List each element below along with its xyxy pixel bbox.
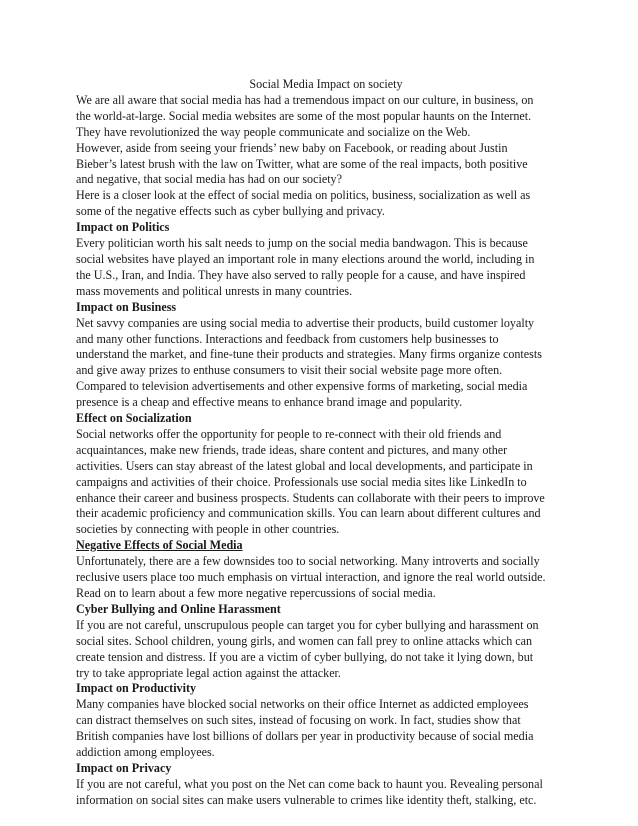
section-privacy xyxy=(76,761,562,809)
text-line: understand the market, and fine-tune their products and strategies. Many firms organize contests xyxy=(76,347,542,362)
text-line: Many companies have blocked social networks on their office Internet as addicted employees xyxy=(76,697,529,712)
section-heading: Effect on Socialization xyxy=(76,411,192,426)
intro-paragraph xyxy=(76,93,562,220)
text-line: and give away prizes to enthuse consumers to visit their social website page more often. xyxy=(76,363,503,378)
text-line: societies by connecting with people in other countries. xyxy=(76,522,340,537)
section-heading-text: Negative Effects of Social Media xyxy=(76,538,243,553)
text-line: some of the negative effects such as cyber bullying and privacy. xyxy=(76,204,385,219)
text-line: Bieber’s latest brush with the law on Twitter, what are some of the real impacts, both positive xyxy=(76,156,528,171)
text-line: They have revolutionized the way people communicate and socialize on the Web. xyxy=(76,124,471,139)
text-line: can distract themselves on such sites, instead of focusing on work. In fact, studies show that xyxy=(76,713,521,728)
text-line: If you are not careful, unscrupulous people can target you for cyber bullying and harassment on xyxy=(76,617,539,632)
text-line: their academic proficiency and communication skills. You can learn about different cultures and xyxy=(76,506,541,521)
text-line: try to take appropriate legal action against the attacker. xyxy=(76,665,341,680)
text-line: Unfortunately, there are a few downsides too to social networking. Many introverts and socially xyxy=(76,554,540,569)
text-line: campaigns and activities of their choice. Professionals use social media sites like LinkedIn to xyxy=(76,474,527,489)
section-politics xyxy=(76,220,562,300)
section-cyber-bullying xyxy=(76,602,562,682)
text-line: the world-at-large. Social media websites are some of the most popular haunts on the Internet. xyxy=(76,108,532,123)
text-line: reclusive users place too much emphasis on virtual interaction, and ignore the real world outside. xyxy=(76,570,546,585)
text-line: Net savvy companies are using social media to advertise their products, build customer loyalty xyxy=(76,315,535,330)
text-line: social sites. School children, young girls, and women can fall prey to online attacks which can xyxy=(76,633,533,648)
text-line: create tension and distress. If you are a victim of cyber bullying, do not take it lying down, but xyxy=(76,649,534,664)
text-line: activities. Users can stay abreast of the latest global and local developments, and participate in xyxy=(76,458,533,473)
section-heading: Impact on Politics xyxy=(76,220,170,235)
text-line: social websites have played an important role in many elections around the world, including in xyxy=(76,251,535,266)
section-heading: Impact on Productivity xyxy=(76,681,197,696)
text-line: presence is a cheap and effective means to enhance brand image and popularity. xyxy=(76,395,463,410)
text-line: the U.S., Iran, and India. They have also served to rally people for a cause, and have inspired xyxy=(76,267,526,282)
text-line: Here is a closer look at the effect of social media on politics, business, socialization as well as xyxy=(76,188,531,203)
text-line: However, aside from seeing your friends’ new baby on Facebook, or reading about Justin xyxy=(76,140,508,155)
section-heading: Cyber Bullying and Online Harassment xyxy=(76,601,281,616)
text-line: addiction among employees. xyxy=(76,745,215,760)
text-line: Compared to television advertisements and other expensive forms of marketing, social media xyxy=(76,379,528,394)
document-title: Social Media Impact on society xyxy=(249,77,403,91)
text-line: Social networks offer the opportunity for people to re-connect with their old friends and xyxy=(76,426,502,441)
section-socialization xyxy=(76,411,562,538)
text-line: Every politician worth his salt needs to jump on the social media bandwagon. This is because xyxy=(76,236,528,251)
section-heading: Impact on Privacy xyxy=(76,760,172,775)
text-line: We are all aware that social media has had a tremendous impact on our culture, in business, on xyxy=(76,92,534,107)
section-negative-effects xyxy=(76,538,562,602)
section-heading: Impact on Business xyxy=(76,299,177,314)
text-line: If you are not careful, what you post on the Net can come back to haunt you. Revealing personal xyxy=(76,776,543,791)
section-business xyxy=(76,300,562,411)
text-line: and many other functions. Interactions and feedback from customers help businesses to xyxy=(76,331,499,346)
section-productivity xyxy=(76,681,562,761)
text-line: enhance their career and business prospects. Students can collaborate with their peers to improve xyxy=(76,490,545,505)
text-line: British companies have lost billions of dollars per year in productivity because of social media xyxy=(76,729,534,744)
section-heading xyxy=(76,538,562,554)
text-line: mass movements and political unrests in many countries. xyxy=(76,283,353,298)
document-body xyxy=(76,77,562,809)
text-line: acquaintances, make new friends, trade ideas, share content and pictures, and many other xyxy=(76,442,508,457)
text-line: Read on to learn about a few more negative repercussions of social media. xyxy=(76,586,436,600)
text-line: and negative, that social media has had on our society? xyxy=(76,172,342,187)
text-line: information on social sites can make users vulnerable to crimes like identity theft, stalking, etc. xyxy=(76,792,537,807)
